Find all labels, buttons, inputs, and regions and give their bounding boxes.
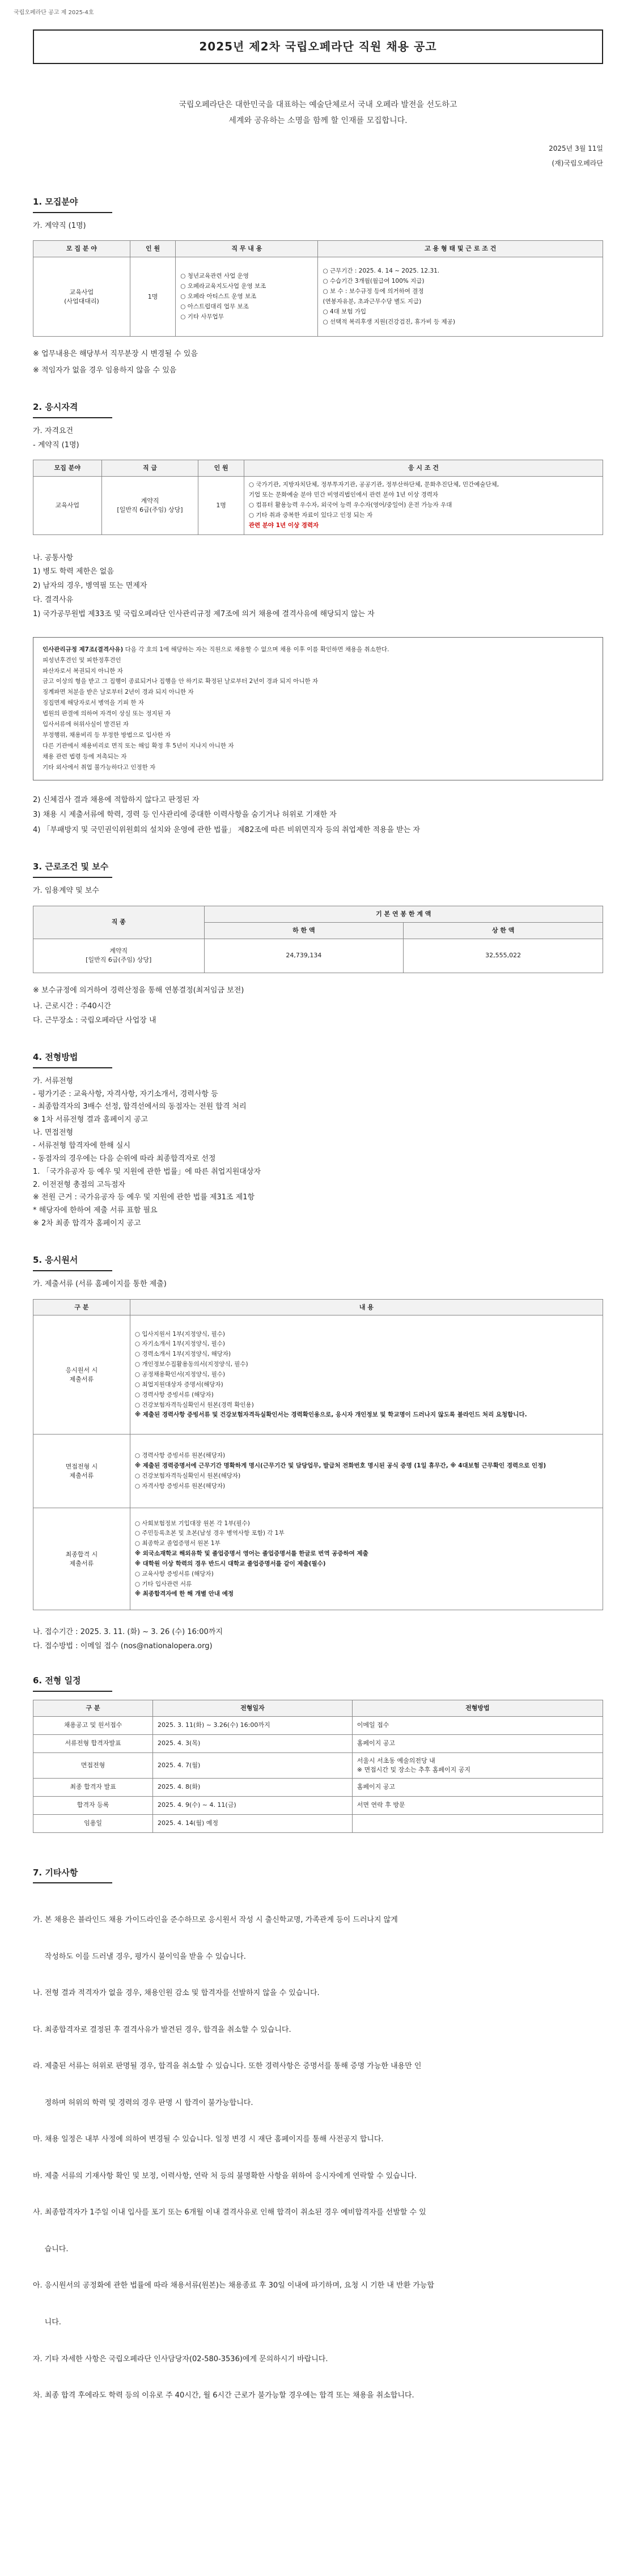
schedule-method — [352, 1814, 603, 1832]
table-header: 모 집 분 야 — [33, 241, 130, 257]
schedule-method: 이메일 접수 — [352, 1716, 603, 1734]
schedule-date: 2025. 4. 14(월) 예정 — [153, 1814, 353, 1832]
document-item: ※ 외국소재학교 해외유학 및 졸업증명서 영어는 졸업증명서를 한글로 번역 공증하여 제출 — [134, 1550, 368, 1558]
section-5-sub-a: 가. 제출서류 (서류 홈페이지를 통한 제출) — [33, 1279, 167, 1288]
section-3-note: ※ 보수규정에 의거하여 경력산정을 통해 연봉결정(최저임금 보전) — [33, 986, 244, 995]
section-6-underline — [33, 1691, 112, 1692]
screening-line: - 서류전형 합격자에 한해 실시 — [33, 1141, 130, 1150]
document-item: ○ 최종학교 졸업증명서 원본 1부 — [134, 1540, 221, 1547]
table-header: 하 한 액 — [204, 922, 404, 939]
screening-line: - 동점자의 경우에는 다음 순위에 따라 최종합격자로 선정 — [33, 1154, 216, 1163]
schedule-step: 합격자 등록 — [33, 1796, 153, 1814]
box-item: 채용 관련 법령 등에 저촉되는 자 — [43, 753, 127, 760]
condition-item: ○ 4대 보험 가입 — [323, 308, 367, 315]
duty-item: ○ 아스트럽대리 업무 보조 — [180, 303, 249, 310]
document-item: ○ 개인정보수집활용동의서(지정양식, 필수) — [134, 1361, 248, 1368]
schedule-step: 채용공고 및 원서접수 — [33, 1716, 153, 1734]
schedule-method: 서면 연락 후 방문 — [352, 1796, 603, 1814]
document-item: ○ 경력사항 증빙서류 (해당자) — [134, 1391, 214, 1398]
misc-item: 작성하도 이를 드러낼 경우, 평가시 불이익을 받을 수 있습니다. — [33, 1952, 246, 1961]
schedule-method: 서울시 서초동 예술의전당 내 ※ 면접시간 및 장소는 추후 홈페이지 공지 — [352, 1752, 603, 1778]
salary-row-label: 계약직 [일반직 6급(주임) 상당] — [33, 939, 205, 973]
misc-item: 정하며 허위의 학력 및 경력의 경우 판명 시 합격이 불가능합니다. — [33, 2098, 253, 2107]
table-header: 모집 분야 — [33, 460, 102, 477]
document-item: ○ 경력소개서 1부(지정양식, 해당자) — [134, 1351, 231, 1358]
schedule-method: 홈페이지 공고 — [352, 1778, 603, 1796]
qualification-item: ○ 국가기관, 지방자치단체, 정부투자기관, 공공기관, 정부산하단체, 문화추진단체, 민간예술단체, — [248, 481, 499, 489]
box-title: 인사관리규정 제7조(결격사유) — [43, 646, 124, 653]
field-cell: 교육사업 — [33, 477, 102, 534]
section-3-sub-c: 다. 근무장소 : 국립오페라단 사업장 내 — [33, 1016, 156, 1025]
misc-item: 라. 제출된 서류는 허위로 판명될 경우, 합격을 취소할 수 있습니다. 또한 경력사항은 증명서를 통해 증명 가능한 내용만 인 — [33, 2062, 422, 2071]
misc-item: 바. 제출 서류의 기재사항 확인 및 보정, 이력사항, 연락 처 등의 불명확한 사항을 위하여 응시자에게 연락할 수 있습니다. — [33, 2171, 417, 2180]
screening-sub-a: 가. 서류전형 — [33, 1076, 74, 1085]
condition-item: (연봉자유분, 초과근무수당 별도 지급) — [323, 298, 422, 305]
intro-text — [33, 97, 603, 129]
document-item: ○ 사회보험정보 기입대장 원본 각 1부(필수) — [134, 1520, 250, 1527]
disqualification-item: 2) 신체검사 결과 채용에 적합하지 않다고 판정된 자 — [33, 795, 200, 804]
condition-item: ○ 근무기간 : 2025. 4. 14 ~ 2025. 12.31. — [323, 268, 440, 275]
section-2-title: 2. 응시자격 — [33, 402, 78, 412]
misc-list — [33, 1891, 603, 2425]
document-item: ※ 최종합격자에 한 해 개별 안내 예정 — [134, 1590, 234, 1598]
screening-process — [33, 1076, 603, 1229]
section-3-sub-a: 가. 임용계약 및 보수 — [33, 886, 99, 895]
screening-line: 1. 「국가유공자 등 예우 및 지원에 관한 법률」에 따른 취업지원대상자 — [33, 1167, 261, 1176]
section-2-sub-a: 가. 자격요건 — [33, 426, 74, 435]
qualification-item: ○ 컴퓨터 활용능력 우수자, 외국어 능력 우수자(영어/중일어) 운전 가능자 우대 — [248, 502, 452, 509]
table-header: 전형방법 — [352, 1700, 603, 1716]
document-item: ○ 자격사항 증빙서류 원본(해당자) — [134, 1482, 226, 1489]
table-header: 구 분 — [33, 1700, 153, 1716]
table-header: 인 원 — [198, 460, 244, 477]
qualification-highlight: 관련 분야 1년 이상 경력자 — [248, 521, 319, 529]
documents-row-label: 최종합격 시 제출서류 — [33, 1508, 130, 1610]
screening-line: ※ 전원 근거 : 국가유공자 등 예우 및 지원에 관한 법률 제31조 제1항 — [33, 1193, 255, 1202]
misc-item: 가. 본 채용은 블라인드 채용 가이드라인을 준수하므로 응시원서 작성 시 출신학교명, 가족관계 등이 드러나지 않게 — [33, 1916, 398, 1925]
document-code: 국립오페라단 공고 제 2025-4호 — [14, 10, 94, 16]
section-3-title: 3. 근로조건 및 보수 — [33, 862, 109, 872]
notice-date-block — [33, 141, 603, 171]
table-header: 내 용 — [130, 1299, 603, 1315]
document-item: ○ 건강보험자격득실확인서 원본(경력 확인용) — [134, 1401, 254, 1408]
qualification-item: 기업 또는 문화예술 분야 민간 비영리법인에서 관련 분야 1년 이상 경력자 — [248, 491, 439, 499]
box-item: 다른 기관에서 채용비리로 면직 또는 해임 확정 후 5년이 지나지 아니한 자 — [43, 742, 234, 749]
disqualification-box — [33, 637, 603, 780]
misc-item: 차. 최종 합격 후에라도 학력 등의 이유로 주 40시간, 월 6시간 근로가 불가능할 경우에는 합격 또는 채용을 취소합니다. — [33, 2391, 414, 2400]
box-item: 파산자로서 복권되지 아니한 자 — [43, 667, 123, 674]
duty-item: ○ 오페라 아티스트 운영 보조 — [180, 292, 257, 300]
document-item: ○ 경력사항 증빙서류 원본(해당자) — [134, 1452, 226, 1459]
documents-row-items — [130, 1315, 603, 1435]
box-item: 피성년후견인 및 피한정후견인 — [43, 656, 121, 664]
condition-item: ○ 수습기간 3개월(월급여 100% 지급) — [323, 278, 425, 285]
table-header: 직 무 내 용 — [176, 241, 318, 257]
misc-item: 마. 채용 일정은 내부 사정에 의하여 변경될 수 있습니다. 일정 변경 시 재단 홈페이지를 통해 사전공지 합니다. — [33, 2135, 384, 2144]
misc-item: 아. 응시원서의 공정화에 관한 법률에 따라 채용서류(원본)는 채용종료 후 30일 이내에 파기하며, 요청 시 기한 내 반환 가능합 — [33, 2281, 434, 2290]
schedule-date: 2025. 3. 11(화) ~ 3.26(수) 16:00까지 — [153, 1716, 353, 1734]
document-item: ○ 입사지원서 1부(지정양식, 필수) — [134, 1330, 225, 1338]
section-1-title: 1. 모집분야 — [33, 196, 78, 207]
salary-min: 24,739,134 — [204, 939, 404, 973]
section-1-underline — [33, 212, 112, 213]
screening-line: - 평가기준 : 교육사항, 자격사항, 자기소개서, 경력사항 등 — [33, 1089, 218, 1098]
schedule-step: 임용일 — [33, 1814, 153, 1832]
document-item: ○ 기타 입사관련 서류 — [134, 1580, 192, 1588]
box-item: 징집면제 해당자로서 병역을 기피 한 자 — [43, 699, 144, 707]
misc-item: 사. 최종합격자가 1주일 이내 입사를 포기 또는 6개월 이내 결격사유로 인해 합격이 취소된 경우 예비합격자를 선발할 수 있 — [33, 2208, 426, 2217]
table-header: 구 분 — [33, 1299, 130, 1315]
document-item: ○ 자기소개서 1부(지정양식, 필수) — [134, 1340, 225, 1348]
duty-item: ○ 기타 사무업무 — [180, 313, 224, 320]
screening-line: ※ 1차 서류전형 결과 홈페이지 공고 — [33, 1115, 149, 1124]
section-1-note-2: ※ 적임자가 없을 경우 임용하지 않을 수 있음 — [33, 366, 177, 375]
table-header: 전형일자 — [153, 1700, 353, 1716]
notice-date: 2025년 3월 11일 — [549, 145, 603, 152]
schedule-table — [33, 1700, 603, 1833]
table-header: 직 급 — [101, 460, 198, 477]
recruitment-field-table — [33, 240, 603, 337]
misc-item: 습니다. — [33, 2244, 69, 2254]
documents-row-label: 응시원서 시 제출서류 — [33, 1315, 130, 1435]
misc-item: 자. 기타 자세한 사항은 국립오페라단 인사담당자(02-580-3536)에게 문의하시기 바랍니다. — [33, 2354, 328, 2363]
count-cell: 1명 — [130, 257, 175, 337]
schedule-date: 2025. 4. 9(수) ~ 4. 11(금) — [153, 1796, 353, 1814]
conditions-cell — [318, 257, 603, 337]
misc-item: 니다. — [33, 2318, 61, 2327]
duty-item: ○ 오페라교육지도사업 운영 보조 — [180, 283, 266, 290]
document-item: ○ 교육사항 증빙서류 (해당자) — [134, 1570, 214, 1577]
section-2-b2: 2) 남자의 경우, 병역필 또는 면제자 — [33, 582, 147, 591]
documents-table — [33, 1299, 603, 1611]
table-header: 상 한 액 — [404, 922, 603, 939]
section-2-sub-a1: - 계약직 (1명) — [33, 440, 79, 449]
screening-line: * 해당자에 한하여 제출 서류 표함 필요 — [33, 1206, 158, 1215]
screening-line: 2. 이전전형 총점의 고득점자 — [33, 1180, 125, 1189]
notice-title: 2025년 제2차 국립오페라단 직원 채용 공고 — [33, 29, 603, 64]
salary-max: 32,555,022 — [404, 939, 603, 973]
box-item: 입사서류에 허위사실이 발견된 자 — [43, 721, 129, 728]
field-cell: 교육사업 (사업대대리) — [33, 257, 130, 337]
intro-line-2: 세계와 공유하는 소명을 함께 할 인재를 모집합니다. — [228, 116, 408, 125]
organization-name: (재)국립오페라단 — [552, 159, 603, 168]
disqualification-item: 3) 채용 시 제출서류에 학력, 경력 등 인사관리에 중대한 이력사항을 숨기거나 허위로 기재한 자 — [33, 810, 337, 820]
schedule-date: 2025. 4. 3(목) — [153, 1734, 353, 1752]
table-header: 고 용 형 태 및 근 로 조 건 — [318, 241, 603, 257]
screening-line: ※ 2차 최종 합격자 홈페이지 공고 — [33, 1219, 141, 1228]
section-7-title: 7. 기타사항 — [33, 1867, 78, 1878]
document-item: ○ 건강보험자격득실확인서 원본(해당자) — [134, 1472, 241, 1479]
section-4-underline — [33, 1067, 112, 1068]
box-item: 징계파면 처분을 받은 날로부터 2년이 경과 되지 아니한 자 — [43, 689, 194, 696]
duties-cell — [176, 257, 318, 337]
section-7-underline — [33, 1882, 112, 1883]
section-2-underline — [33, 417, 112, 418]
section-5-underline — [33, 1270, 112, 1271]
box-item: 기타 외사에서 취업 불가능하다고 인정한 자 — [43, 763, 156, 771]
condition-item: ○ 선택적 복리후생 지원(건강검진, 휴가비 등 제공) — [323, 318, 455, 325]
condition-item: ○ 보 수 : 보수규정 등에 의거하여 결정 — [323, 287, 424, 295]
documents-row-items — [130, 1508, 603, 1610]
section-1-note-1: ※ 업무내용은 해당부서 직무분장 시 변경될 수 있음 — [33, 350, 198, 359]
salary-table — [33, 906, 603, 973]
count-cell: 1명 — [198, 477, 244, 534]
intro-line-1: 국립오페라단은 대한민국을 대표하는 예술단체로서 국내 오페라 발전을 선도하고 — [179, 100, 457, 109]
schedule-method: 홈페이지 공고 — [352, 1734, 603, 1752]
schedule-step: 서류전형 합격자발표 — [33, 1734, 153, 1752]
disqualification-list — [33, 795, 603, 837]
section-5-sub-b: 나. 접수기간 : 2025. 3. 11. (화) ~ 3. 26 (수) 16:00까지 — [33, 1628, 223, 1637]
qualification-cell — [244, 477, 603, 534]
table-header: 기 본 연 봉 한 계 액 — [204, 906, 603, 922]
schedule-date: 2025. 4. 7(월) — [153, 1752, 353, 1778]
table-header: 인 원 — [130, 241, 175, 257]
schedule-step: 최종 합격자 발표 — [33, 1778, 153, 1796]
schedule-step: 면접전형 — [33, 1752, 153, 1778]
section-3-underline — [33, 877, 112, 878]
qualification-table — [33, 460, 603, 534]
document-item: ※ 제출된 경력증명서에 근무기간 명확하게 명시(근무기간 및 담당업무, 발급처 전화번호 명시된 공식 증명 (1일 휴무간, ※ 4대보험 근무확인 경력으로 인정) — [134, 1462, 546, 1470]
box-intro: 다음 각 호의 1에 해당하는 자는 직원으로 채용할 수 없으며 채용 이후 이를 확인하면 채용을 취소한다. — [125, 646, 389, 653]
section-2-b1: 1) 병도 학력 제한은 없음 — [33, 567, 114, 576]
duty-item: ○ 청년교육관련 사업 운영 — [180, 273, 249, 280]
section-2-sub-c: 다. 결격사유 — [33, 596, 74, 605]
section-5-sub-c: 다. 접수방법 : 이메일 접수 (nos@nationalopera.org) — [33, 1642, 213, 1651]
box-item: 법원의 판결에 의하여 자격이 상실 또는 정지된 자 — [43, 710, 171, 718]
document-item: ○ 주민등록초본 및 초본(남성 경우 병역사항 포함) 각 1부 — [134, 1530, 285, 1537]
section-3-sub-b: 나. 근로시간 : 주40시간 — [33, 1002, 111, 1011]
misc-item: 나. 전형 결과 적격자가 없을 경우, 채용인원 감소 및 합격자를 선발하지 않을 수 있습니다. — [33, 1989, 320, 1998]
document-item: ※ 대학원 이상 학력의 경우 반드시 대학교 졸업증명서를 같이 제출(필수) — [134, 1560, 326, 1567]
document-item: ○ 최업지원대상자 증명서(해당자) — [134, 1381, 223, 1388]
qualification-item: ○ 기타 취과 중복한 자료이 있다고 인정 되는 자 — [248, 511, 373, 519]
documents-row-label: 면접전형 시 제출서류 — [33, 1435, 130, 1508]
section-1-sub-a: 가. 계약직 (1명) — [33, 221, 86, 230]
section-5-title: 5. 응시원서 — [33, 1254, 78, 1265]
section-4-title: 4. 전형방법 — [33, 1052, 78, 1063]
table-header: 응 시 조 건 — [244, 460, 603, 477]
documents-row-items — [130, 1435, 603, 1508]
screening-line: - 최종합격자의 3배수 선정, 합격선에서의 동점자는 전원 합격 처리 — [33, 1102, 247, 1111]
disqualification-item: 4) 「부패방지 및 국민권익위원회의 설치와 운영에 관한 법률」 제82조에 따른 비위면직자 등의 취업제한 적용을 받는 자 — [33, 826, 420, 835]
misc-item: 다. 최종합격자로 결정된 후 결격사유가 발견된 경우, 합격을 취소할 수 있습니다. — [33, 2025, 291, 2034]
document-item: ※ 제출된 경력사항 증빙서류 및 건강보험자격득실확인서는 경력확인용으로, 응시자 개인정보 및 학교명이 드러나지 않도록 블라인드 처리 요청합니다. — [134, 1411, 527, 1419]
grade-cell: 계약직 [일반직 6급(주임) 상당] — [101, 477, 198, 534]
section-6-title: 6. 전형 일정 — [33, 1675, 81, 1686]
section-2-sub-b: 나. 공통사항 — [33, 553, 74, 562]
box-item: 부정행위, 채용비리 등 부정한 방법으로 입사한 자 — [43, 731, 171, 739]
table-header: 직 종 — [33, 906, 205, 939]
screening-sub-b: 나. 면접전형 — [33, 1128, 74, 1138]
schedule-date: 2025. 4. 8(화) — [153, 1778, 353, 1796]
document-item: ○ 공정채용확인서(지정양식, 필수) — [134, 1371, 226, 1378]
box-item: 금고 이상의 형을 받고 그 집행이 종료되거나 집행을 안 하기로 확정된 날로부터 2년이 경과 되지 아니한 자 — [43, 678, 319, 685]
section-2-c1: 1) 국가공무원법 제33조 및 국립오페라단 인사관리규정 제7조에 의거 채용에 결격사유에 해당되지 않는 자 — [33, 609, 375, 618]
